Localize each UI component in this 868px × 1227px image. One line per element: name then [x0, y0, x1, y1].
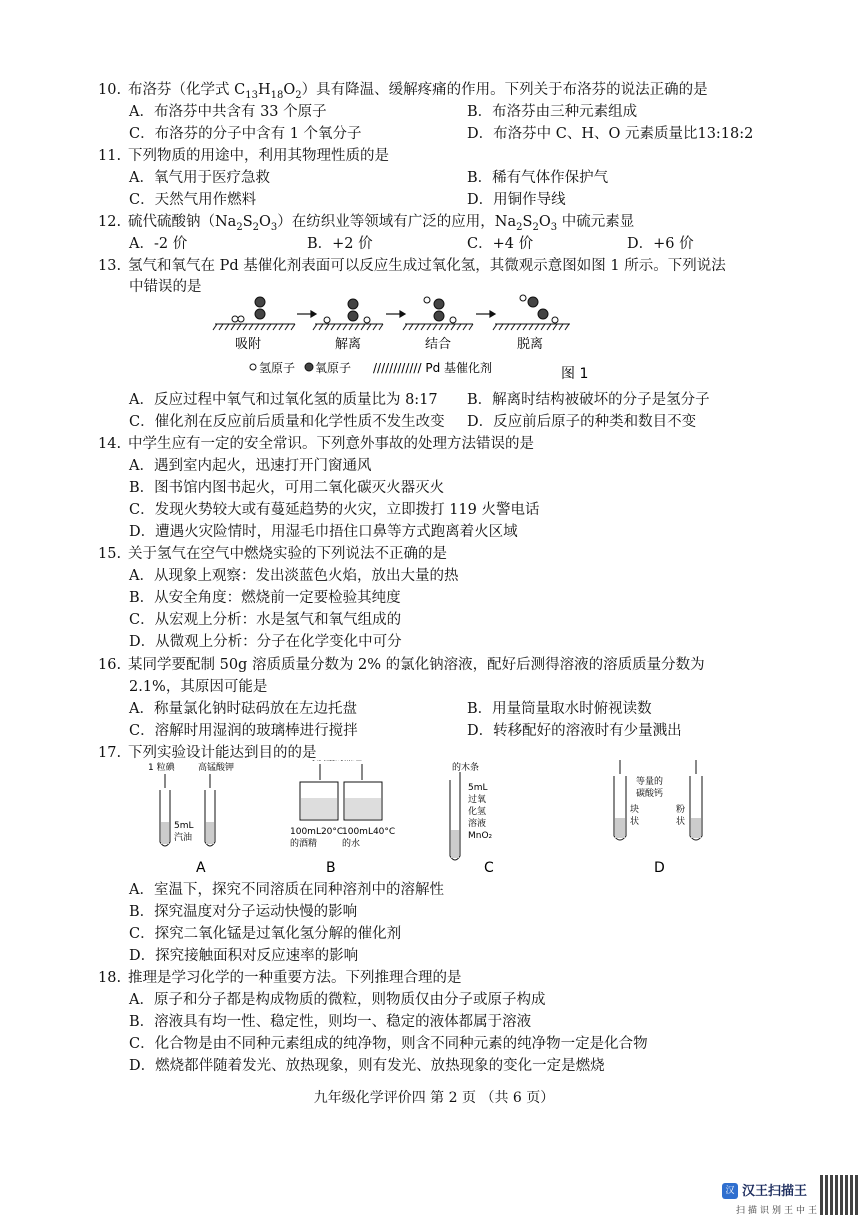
- option-b[interactable]: B．布洛芬由三种元素组成: [467, 104, 638, 120]
- options-row: [129, 500, 809, 521]
- option-c[interactable]: C．发现火势较大或有蔓延趋势的火灾，立即拨打 119 火警电话: [129, 502, 540, 518]
- step-label: 解离: [335, 337, 362, 352]
- option-d[interactable]: D．+6 价: [627, 236, 694, 252]
- stem-text: 中硫元素显: [557, 214, 635, 230]
- option-d[interactable]: D．遭遇火灾险情时，用湿毛巾捂住口鼻等方式跑离着火区域: [129, 524, 518, 540]
- fig-c-label: 溶液: [468, 819, 487, 829]
- subscript: 18: [270, 89, 284, 101]
- legend-hydrogen: 氢原子: [259, 361, 296, 375]
- subscript: 2: [532, 221, 539, 233]
- fig-d-label: 碳酸钙: [636, 789, 664, 799]
- watermark-subtitle: 扫描识别王中王: [736, 1206, 821, 1216]
- options-row: [129, 168, 809, 189]
- options-row: [129, 1012, 809, 1033]
- question-stem: 下列物质的用途中，利用其物理性质的是: [128, 148, 389, 164]
- question-stem: [128, 82, 708, 101]
- fig-a-label: 汽油: [174, 833, 193, 843]
- step-label: 结合: [425, 337, 452, 352]
- options-row: [129, 946, 809, 967]
- option-a[interactable]: A．称量氯化钠时砝码放在左边托盘: [129, 701, 357, 717]
- fig-c-label: 的木条: [452, 763, 480, 773]
- option-d[interactable]: D．布洛芬中 C、H、O 元素质量比13:18:2: [467, 126, 754, 142]
- option-b[interactable]: B．解离时结构被破坏的分子是氢分子: [467, 392, 710, 408]
- options-row: [129, 456, 809, 477]
- options-row: [129, 632, 809, 653]
- question-number: 13.: [98, 258, 122, 274]
- option-b[interactable]: B．探究温度对分子运动快慢的影响: [129, 904, 358, 920]
- watermark-title: 汉王扫描王: [742, 1184, 808, 1199]
- question-number: 17.: [98, 745, 122, 761]
- option-c[interactable]: C．天然气用作燃料: [129, 192, 257, 208]
- stem-text: O: [259, 214, 271, 230]
- question-number: 15.: [98, 546, 122, 562]
- figure-a: [148, 760, 234, 876]
- fig-c-label: 化氢: [468, 807, 487, 817]
- option-c[interactable]: C．化合物是由不同种元素组成的纯净物，则含不同种元素的纯净物一定是化合物: [129, 1036, 648, 1052]
- question-stem-cont: 中错误的是: [129, 279, 202, 295]
- figure-label: 图 1: [561, 366, 589, 382]
- question-stem: 氢气和氧气在 Pd 基催化剂表面可以反应生成过氧化氢，其微观示意图如图 1 所示。下列说法: [128, 258, 726, 274]
- option-c[interactable]: C．+4 价: [467, 236, 534, 252]
- stem-text: ）具有降温、缓解疼痛的作用。下列关于布洛芬的说法正确的是: [301, 82, 708, 98]
- question-12: [98, 212, 788, 233]
- question-stem: 某同学要配制 50g 溶质质量分数为 2% 的氯化钠溶液，配好后测得溶液的溶质质量分数为: [128, 657, 705, 673]
- question-stem: 下列实验设计能达到目的的是: [128, 745, 317, 761]
- options-row: [129, 924, 809, 945]
- stem-text: S: [522, 214, 533, 230]
- subscript: 2: [516, 221, 523, 233]
- fig-b-label: 的酒精: [290, 839, 318, 849]
- subscript: 2: [236, 221, 243, 233]
- fig-b-caption: B: [326, 860, 336, 876]
- fig-a-label: 1 粒碘: [148, 763, 175, 773]
- option-c[interactable]: C．探究二氧化锰是过氧化氢分解的催化剂: [129, 926, 402, 942]
- oxygen-atom-icon: [305, 363, 313, 371]
- options-row: [129, 721, 809, 742]
- options-row: [129, 566, 809, 587]
- stem-text: ）在纺织业等领域有广泛的应用，Na: [277, 214, 517, 230]
- experiment-figures: [130, 760, 750, 890]
- option-d[interactable]: D．用铜作导线: [467, 192, 566, 208]
- option-d[interactable]: D．转移配好的溶液时有少量溅出: [467, 723, 682, 739]
- fig-a-label: 高锰酸钾: [198, 763, 235, 773]
- options-row: [129, 190, 809, 211]
- question-15: [98, 544, 788, 565]
- option-a[interactable]: A．原子和分子都是构成物质的微粒，则物质仅由分子或原子构成: [129, 992, 546, 1008]
- fig-b-label: 的水: [342, 839, 361, 849]
- option-b[interactable]: B．用量筒量取水时俯视读数: [467, 701, 652, 717]
- option-d[interactable]: D．从微观上分析：分子在化学变化中可分: [129, 634, 402, 650]
- option-b[interactable]: B．从安全角度：燃烧前一定要检验其纯度: [129, 590, 401, 606]
- option-a[interactable]: A．-2 价: [129, 236, 188, 252]
- option-a[interactable]: A．反应过程中氧气和过氧化氢的质量比为 8:17: [129, 392, 438, 408]
- fig-b-label: [308, 760, 362, 763]
- option-a[interactable]: A．氧气用于医疗急救: [129, 170, 270, 186]
- option-c[interactable]: C．催化剂在反应前后质量和化学性质不发生改变: [129, 414, 445, 430]
- options-row: [129, 699, 809, 720]
- options-row: [129, 390, 809, 411]
- question-stem: 中学生应有一定的安全常识。下列意外事故的处理方法错误的是: [128, 436, 534, 452]
- fig-d-label: 块: [630, 805, 640, 815]
- options-row: [129, 902, 809, 923]
- question-13: [98, 256, 788, 277]
- subscript: 3: [270, 221, 278, 233]
- option-b[interactable]: B．图书馆内图书起火，可用二氧化碳灭火器灭火: [129, 480, 445, 496]
- option-b[interactable]: B．溶液具有均一性、稳定性，则均一、稳定的液体都属于溶液: [129, 1014, 532, 1030]
- options-row: [129, 1056, 809, 1077]
- fig-c-caption: C: [484, 860, 494, 876]
- option-a[interactable]: A．从现象上观察：发出淡蓝色火焰，放出大量的热: [129, 568, 459, 584]
- question-number: 10.: [98, 82, 122, 98]
- molecules: [232, 295, 558, 323]
- option-a[interactable]: A．布洛芬中共含有 33 个原子: [129, 104, 327, 120]
- question-16: [98, 655, 788, 676]
- arrows: [297, 311, 495, 317]
- stem-text: O: [283, 82, 296, 98]
- options-row: [129, 234, 809, 255]
- options-row: [129, 1034, 809, 1055]
- fig-a-caption: A: [196, 860, 206, 876]
- question-number: 18.: [98, 970, 122, 986]
- legend-oxygen: 氧原子: [315, 361, 352, 375]
- watermark-text: [722, 1179, 822, 1215]
- stem-text: O: [538, 214, 551, 230]
- options-row: [129, 522, 809, 543]
- fig-d-label: 粉: [676, 805, 686, 815]
- options-row: [129, 610, 809, 631]
- subscript: 2: [295, 89, 302, 101]
- options-row: [129, 588, 809, 609]
- figure-b: [290, 760, 395, 876]
- fig-a-label: [204, 760, 222, 761]
- stem-text: S: [242, 214, 253, 230]
- question-10: [98, 80, 788, 101]
- stem-text: H: [257, 82, 271, 98]
- stem-text: 硫代硫酸钠（Na: [128, 214, 237, 230]
- option-d[interactable]: D．反应前后原子的种类和数目不变: [467, 414, 697, 430]
- scanner-watermark: [722, 1175, 860, 1219]
- question-number: 16.: [98, 657, 122, 673]
- experiment-svg: [130, 760, 750, 880]
- fig-d-caption: D: [654, 860, 665, 876]
- question-stem: 推理是学习化学的一种重要方法。下列推理合理的是: [128, 970, 462, 986]
- fig-c-label: MnO₂: [468, 831, 493, 841]
- question-18: [98, 968, 788, 989]
- options-row: [129, 478, 809, 499]
- option-c[interactable]: C．溶解时用湿润的玻璃棒进行搅拌: [129, 723, 358, 739]
- subscript: 13: [245, 89, 258, 101]
- options-row: [129, 124, 809, 145]
- question-stem: [128, 214, 635, 233]
- qr-code-icon: [820, 1175, 860, 1215]
- step-label: 吸附: [235, 337, 262, 352]
- figure-c: [450, 760, 494, 876]
- fig-d-label: 状: [630, 817, 640, 827]
- question-14: [98, 434, 788, 455]
- fig-d-label: 等量的: [636, 777, 664, 787]
- question-stem-cont: 2.1%，其原因可能是: [129, 679, 268, 695]
- catalyst-surfaces: [213, 324, 570, 330]
- fig-d-label: 状: [676, 817, 686, 827]
- option-b[interactable]: B．稀有气体作保护气: [467, 170, 609, 186]
- page-footer: 九年级化学评价四 第 2 页 （共 6 页）: [313, 1090, 555, 1106]
- option-c[interactable]: C．从宏观上分析：水是氢气和氧气组成的: [129, 612, 402, 628]
- options-row: [129, 990, 809, 1011]
- fig-c-label: [452, 760, 479, 761]
- subscript: 3: [550, 221, 558, 233]
- question-11: [98, 146, 788, 167]
- figure-d: [606, 760, 724, 876]
- option-a[interactable]: A．遇到室内起火，迅速打开门窗通风: [129, 458, 372, 474]
- option-a[interactable]: A．室温下，探究不同溶质在同种溶剂中的溶解性: [129, 882, 444, 898]
- option-d[interactable]: D．燃烧都伴随着发光、放热现象，则有发光、放热现象的变化一定是燃烧: [129, 1058, 605, 1074]
- question-number: 11.: [98, 148, 122, 164]
- step-label: 脱离: [517, 337, 544, 352]
- options-row: [129, 880, 809, 901]
- figure-1-diagram: [205, 292, 605, 388]
- question-number: 14.: [98, 436, 122, 452]
- fig-a-label: 5mL: [174, 821, 194, 831]
- fig-b-label: 100mL40°C: [342, 827, 396, 837]
- subscript: 2: [252, 221, 260, 233]
- options-row: [129, 412, 809, 433]
- legend-catalyst: //////////// Pd 基催化剂: [373, 361, 492, 375]
- figure-1-svg: [205, 292, 605, 388]
- hydrogen-atom-icon: [250, 364, 256, 370]
- fig-c-label: 过氧: [468, 795, 487, 805]
- question-stem: 关于氢气在空气中燃烧实验的下列说法不正确的是: [128, 546, 447, 562]
- fig-c-label: 5mL: [468, 783, 488, 793]
- fig-b-label: 100mL20°C: [290, 827, 344, 837]
- question-number: 12.: [98, 214, 122, 230]
- options-row: [129, 102, 809, 123]
- option-d[interactable]: D．探究接触面积对反应速率的影响: [129, 948, 359, 964]
- stem-text: 布洛芬（化学式 C: [128, 82, 246, 98]
- option-b[interactable]: B．+2 价: [307, 236, 373, 252]
- option-c[interactable]: C．布洛芬的分子中含有 1 个氧分子: [129, 126, 362, 142]
- app-logo-icon: 汉: [722, 1183, 738, 1199]
